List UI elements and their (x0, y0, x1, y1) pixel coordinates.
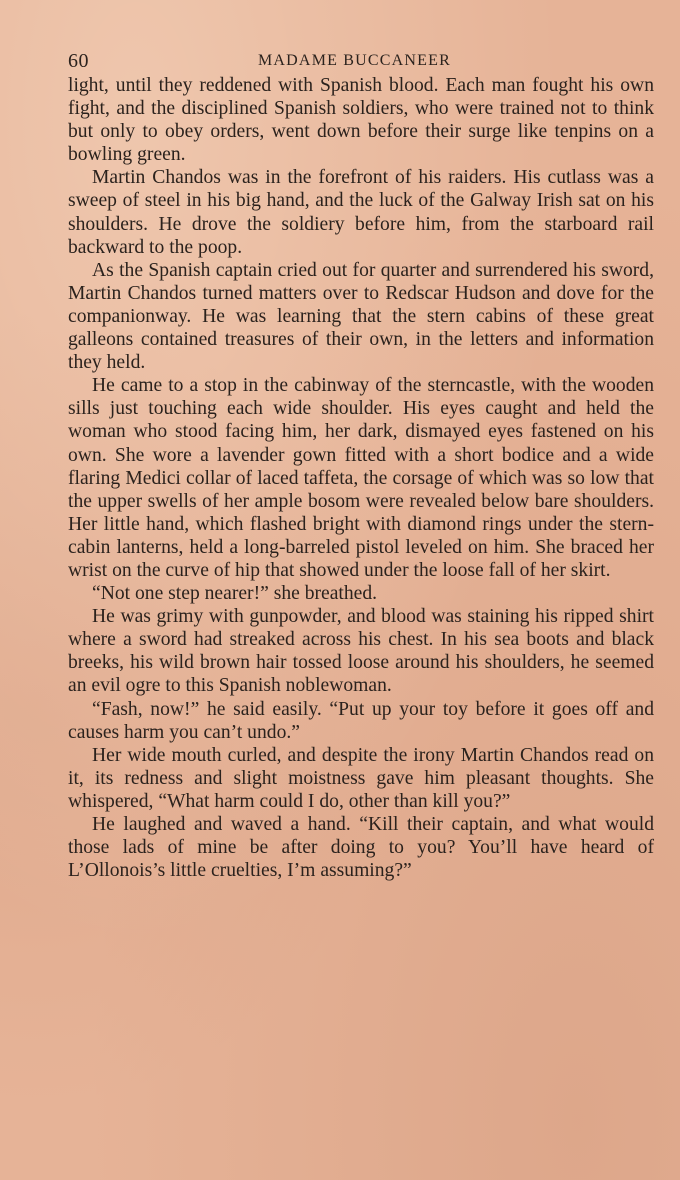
running-title: MADAME BUCCANEER (258, 52, 451, 69)
body-text (68, 74, 654, 882)
page-header (68, 44, 654, 74)
paragraph: “Fash, now!” he said easily. “Put up your toy before it goes off and causes harm you can’t undo.” (68, 698, 654, 743)
paragraph: light, until they reddened with Spanish blood. Each man fought his own fight, and the disciplined Spanish soldiers, who were trained not to think but only to obey orders, went down before their surge like tenpins on a bowling green. (68, 75, 654, 166)
paragraph: He came to a stop in the cabinway of the sterncastle, with the wooden sills just touching each wide shoulder. His eyes caught and held the woman who stood facing him, her dark, dismayed eyes fastened on his own. She wore a lavender gown fitted with a short bodice and a wide flaring Medici collar of laced taffeta, the corsage of which was so low that the upper swells of her ample bosom were revealed below bare shoulders. Her little hand, which flashed bright with diamond rings under the stern-cabin lanterns, held a long-barreled pistol leveled on him. She braced her wrist on the curve of hip that showed under the loose fall of her skirt. (68, 375, 654, 581)
paragraph: “Not one step nearer!” she breathed. (92, 583, 378, 605)
paragraph: He laughed and waved a hand. “Kill their captain, and what would those lads of mine be after doing to you? You’ll have heard of L’Ollonois’s little cruelties, I’m assuming?” (68, 814, 654, 882)
paragraph: Her wide mouth curled, and despite the irony Martin Chandos read on it, its redness and slight moistness gave him pleasant thoughts. She whispered, “What harm could I do, other than kill you?” (68, 744, 654, 812)
page-number: 60 (68, 50, 89, 72)
paragraph: Martin Chandos was in the forefront of his raiders. His cutlass was a sweep of steel in his big hand, and the luck of the Galway Irish sat on his shoulders. He drove the soldiery before him, from the starboard rail backward to the poop. (68, 167, 654, 258)
book-page (68, 44, 654, 882)
paragraph: He was grimy with gunpowder, and blood was staining his ripped shirt where a sword had streaked across his chest. In his sea boots and black breeks, his wild brown hair tossed loose around his shoulders, he seemed an evil ogre to this Spanish noblewoman. (68, 606, 654, 697)
paragraph: As the Spanish captain cried out for quarter and surrendered his sword, Martin Chandos turned matters over to Redscar Hudson and dove for the companionway. He was learning that the stern cabins of these great galleons contained treasures of their own, in the letters and information they held. (68, 259, 654, 374)
